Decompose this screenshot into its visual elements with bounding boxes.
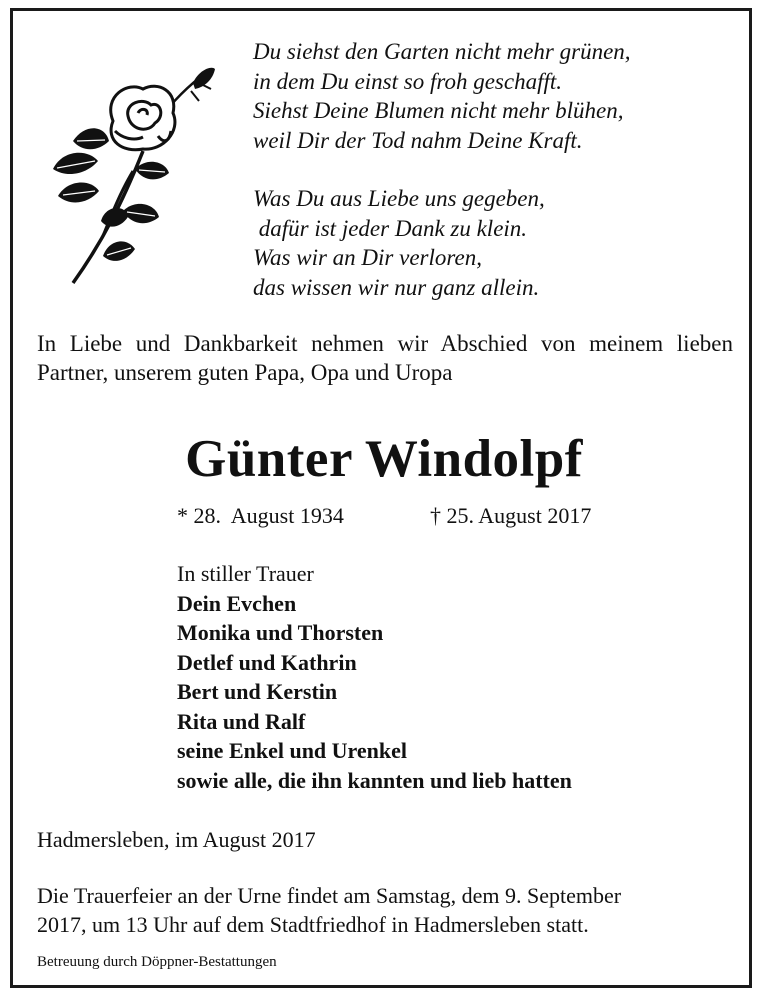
poem-line: Du siehst den Garten nicht mehr grünen, bbox=[253, 39, 631, 64]
birth-date: * 28. August 1934 bbox=[177, 503, 344, 528]
mourner-name: sowie alle, die ihn kannten und lieb hatten bbox=[177, 767, 572, 793]
mourner-name: seine Enkel und Urenkel bbox=[177, 738, 408, 763]
poem-line: das wissen wir nur ganz allein. bbox=[253, 274, 540, 300]
mourner-name: Bert und Kerstin bbox=[177, 679, 338, 704]
poem bbox=[253, 37, 733, 302]
place-date: Hadmersleben, im August 2017 bbox=[37, 827, 316, 852]
poem-line: Was Du aus Liebe uns gegeben, bbox=[253, 186, 545, 211]
mourners-lead: In stiller Trauer bbox=[177, 561, 314, 586]
poem-line: dafür ist jeder Dank zu klein. bbox=[253, 215, 528, 241]
poem-line: Siehst Deine Blumen nicht mehr blühen, bbox=[253, 98, 624, 123]
poem-stanza-1 bbox=[253, 37, 733, 155]
funeral-line: 2017, um 13 Uhr auf dem Stadtfriedhof in Hadmersleben statt. bbox=[37, 912, 589, 937]
rose-icon bbox=[43, 61, 223, 291]
footer-credit: Betreuung durch Döppner-Bestattungen bbox=[37, 954, 277, 970]
poem-stanza-2 bbox=[253, 184, 733, 302]
intro-text: In Liebe und Dankbarkeit nehmen wir Abschied von meinem lieben Partner, unserem guten Papa, Opa und Uropa bbox=[37, 331, 733, 385]
mourner-name: Detlef und Kathrin bbox=[177, 649, 357, 675]
funeral-line: Die Trauerfeier an der Urne findet am Samstag, dem 9. September bbox=[37, 883, 622, 908]
funeral-notice bbox=[37, 881, 737, 939]
obituary-frame bbox=[10, 8, 752, 988]
mourner-name: Rita und Ralf bbox=[177, 708, 306, 734]
poem-line: in dem Du einst so froh geschafft. bbox=[253, 68, 562, 94]
death-date: † 25. August 2017 bbox=[430, 503, 592, 528]
mourner-name: Dein Evchen bbox=[177, 590, 297, 616]
poem-line: weil Dir der Tod nahm Deine Kraft. bbox=[253, 127, 583, 153]
deceased-name: Günter Windolpf bbox=[185, 430, 583, 488]
mourners-list bbox=[177, 559, 572, 795]
poem-line: Was wir an Dir verloren, bbox=[253, 245, 482, 270]
mourner-name: Monika und Thorsten bbox=[177, 620, 384, 645]
